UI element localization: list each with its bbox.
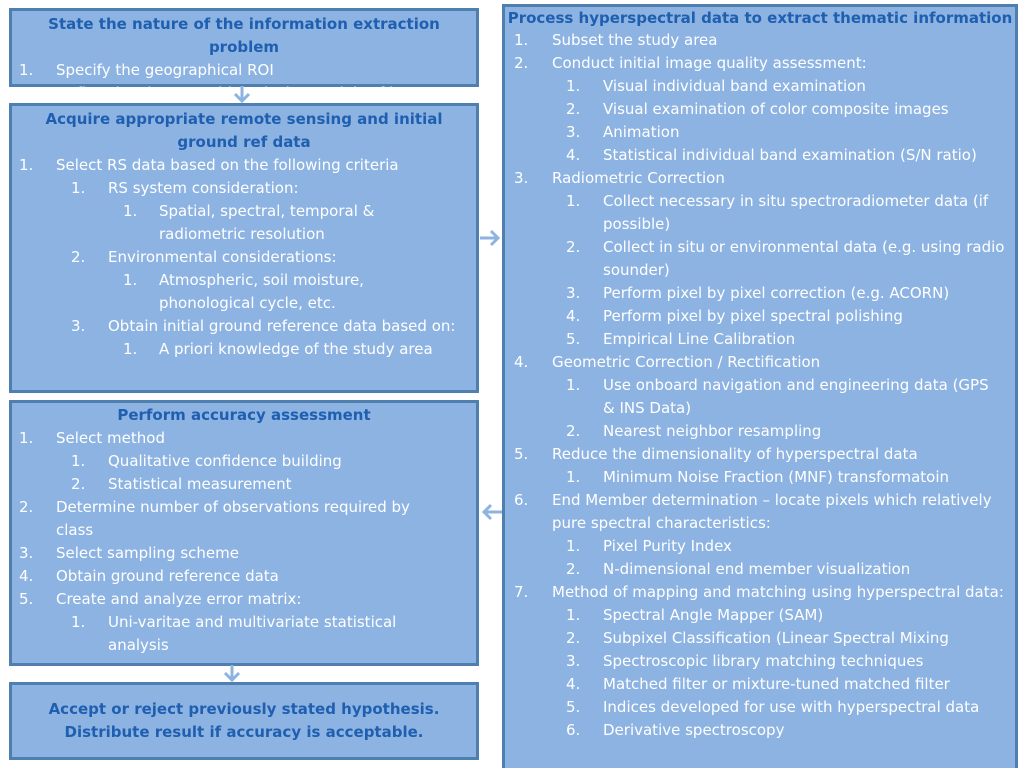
item-text: Obtain ground reference data [56, 567, 279, 585]
list-item [505, 29, 1015, 52]
box-acquire-data [9, 103, 479, 393]
list-item [505, 673, 1015, 696]
list-item [12, 496, 476, 542]
item-text: Collect in situ or environmental data (e.g. using radio sounder) [603, 238, 1005, 279]
item-text: Select RS data based on the following criteria [56, 156, 399, 174]
list-item [505, 627, 1015, 650]
item-number: 1. [19, 156, 34, 174]
item-text: Statistical measurement [108, 475, 292, 493]
item-number: 2. [19, 84, 34, 102]
list-item [12, 246, 476, 269]
list-item [505, 144, 1015, 167]
item-text: Define the classes or biological materials of interest [56, 84, 447, 102]
box-title: Process hyperspectral data to extract thematic information [507, 9, 1013, 27]
item-text: Visual individual band examination [603, 77, 866, 95]
item-number: 2. [566, 422, 581, 440]
item-number: 2. [19, 498, 34, 516]
item-text: Perform pixel by pixel spectral polishing [603, 307, 903, 325]
item-number: 4. [566, 146, 581, 164]
item-number: 3. [71, 317, 86, 335]
list-item [505, 581, 1015, 604]
item-text: A priori knowledge of the study area [159, 340, 433, 358]
item-text: Environmental considerations: [108, 248, 337, 266]
list-item [12, 315, 476, 338]
item-text: Subset the study area [552, 31, 718, 49]
item-number: 4. [566, 675, 581, 693]
list-item [12, 427, 476, 450]
item-number: 1. [123, 271, 138, 289]
item-text: Statistical individual band examination (S/N ratio) [603, 146, 977, 164]
list-item [505, 558, 1015, 581]
arrow-down-icon [222, 665, 242, 683]
list-item [505, 719, 1015, 742]
item-number: 1. [71, 613, 86, 631]
item-number: 1. [566, 468, 581, 486]
item-number: 4. [566, 307, 581, 325]
item-number: 2. [566, 629, 581, 647]
item-text: Minimum Noise Fraction (MNF) transformatoin [603, 468, 950, 486]
item-text: Create and analyze error matrix: [56, 590, 302, 608]
list-item [505, 190, 1015, 236]
item-number: 3. [566, 652, 581, 670]
list-item [12, 588, 476, 611]
list-item [12, 542, 476, 565]
arrow-left-icon [480, 502, 502, 522]
box-state-problem [9, 8, 479, 102]
item-number: 1. [566, 606, 581, 624]
list-item [505, 52, 1015, 75]
list-item [505, 305, 1015, 328]
conclusion-line-2: Distribute result if accuracy is acceptable. [64, 723, 424, 741]
box-accept-reject [9, 682, 479, 760]
item-text: Indices developed for use with hyperspectral data [603, 698, 980, 716]
list-item [12, 611, 476, 657]
list-item [505, 650, 1015, 673]
list-item [505, 466, 1015, 489]
conclusion-line-1: Accept or reject previously stated hypothesis. [48, 700, 440, 718]
list-item [505, 167, 1015, 190]
item-text: Nearest neighbor resampling [603, 422, 822, 440]
list-item [505, 121, 1015, 144]
item-number: 1. [123, 340, 138, 358]
process-steps-list [505, 29, 1015, 742]
item-text: Atmospheric, soil moisture, phonological cycle, etc. [159, 271, 364, 312]
item-number: 4. [514, 353, 529, 371]
item-number: 5. [566, 330, 581, 348]
item-number: 7. [514, 583, 529, 601]
item-number: 1. [514, 31, 529, 49]
item-number: 4. [19, 567, 34, 585]
item-number: 2. [71, 248, 86, 266]
list-item [505, 282, 1015, 305]
list-item [505, 98, 1015, 121]
list-item [12, 59, 476, 82]
list-item [12, 450, 476, 473]
item-number: 1. [71, 179, 86, 197]
list-item [505, 75, 1015, 98]
item-text: Method of mapping and matching using hyperspectral data: [552, 583, 1004, 601]
item-number: 2. [71, 475, 86, 493]
list-item [505, 535, 1015, 558]
box-title: Acquire appropriate remote sensing and initial ground ref data [45, 110, 443, 151]
item-text: End Member determination – locate pixels which relatively pure spectral characteristics: [552, 491, 992, 532]
item-text: Geometric Correction / Rectification [552, 353, 821, 371]
item-text: Visual examination of color composite images [603, 100, 949, 118]
item-number: 1. [566, 376, 581, 394]
item-number: 1. [71, 452, 86, 470]
item-number: 1. [566, 77, 581, 95]
item-text: Determine number of observations required by class [56, 498, 410, 539]
item-text: Pixel Purity Index [603, 537, 732, 555]
item-number: 3. [514, 169, 529, 187]
item-text: N-dimensional end member visualization [603, 560, 911, 578]
list-item [505, 604, 1015, 627]
arrow-down-icon [232, 86, 252, 104]
list-item [12, 473, 476, 496]
item-text: Derivative spectroscopy [603, 721, 785, 739]
item-number: 5. [514, 445, 529, 463]
item-text: Conduct initial image quality assessment: [552, 54, 867, 72]
item-text: Subpixel Classification (Linear Spectral Mixing [603, 629, 949, 647]
item-text: Qualitative confidence building [108, 452, 342, 470]
item-number: 2. [566, 100, 581, 118]
list-item [505, 443, 1015, 466]
item-number: 3. [19, 544, 34, 562]
item-text: Use onboard navigation and engineering data (GPS & INS Data) [603, 376, 989, 417]
item-number: 2. [566, 560, 581, 578]
list-item [12, 177, 476, 200]
item-text: Spectroscopic library matching techniques [603, 652, 924, 670]
list-item [505, 374, 1015, 420]
item-text: Collect necessary in situ spectroradiometer data (if possible) [603, 192, 989, 233]
item-text: Spectral Angle Mapper (SAM) [603, 606, 824, 624]
item-text: Matched filter or mixture-tuned matched filter [603, 675, 950, 693]
item-text: Uni-varitae and multivariate statistical analysis [108, 613, 397, 654]
item-number: 1. [566, 192, 581, 210]
arrow-right-icon [480, 228, 502, 248]
box-process-hyperspectral [502, 4, 1018, 768]
item-text: Spatial, spectral, temporal & radiometric resolution [159, 202, 375, 243]
item-text: Perform pixel by pixel correction (e.g. ACORN) [603, 284, 950, 302]
item-text: Empirical Line Calibration [603, 330, 796, 348]
list-item [505, 236, 1015, 282]
item-number: 3. [566, 123, 581, 141]
item-text: Animation [603, 123, 680, 141]
item-number: 5. [566, 698, 581, 716]
list-item [12, 565, 476, 588]
item-text: RS system consideration: [108, 179, 299, 197]
item-number: 6. [566, 721, 581, 739]
item-number: 2. [566, 238, 581, 256]
item-text: Select method [56, 429, 165, 447]
box-title: State the nature of the information extraction problem [48, 15, 440, 56]
list-item [12, 200, 476, 246]
box-title: Perform accuracy assessment [117, 406, 371, 424]
item-number: 1. [19, 61, 34, 79]
list-item [505, 696, 1015, 719]
list-item [505, 420, 1015, 443]
list-item [505, 328, 1015, 351]
item-text: Reduce the dimensionality of hyperspectral data [552, 445, 918, 463]
item-number: 2. [514, 54, 529, 72]
list-item [505, 351, 1015, 374]
item-number: 1. [19, 429, 34, 447]
item-text: Specify the geographical ROI [56, 61, 274, 79]
box-accuracy-assessment [9, 400, 479, 666]
item-number: 5. [19, 590, 34, 608]
item-text: Select sampling scheme [56, 544, 239, 562]
item-text: Radiometric Correction [552, 169, 725, 187]
list-item [12, 269, 476, 315]
list-item [505, 489, 1015, 535]
list-item [12, 338, 476, 361]
list-item [12, 154, 476, 177]
item-text: Obtain initial ground reference data based on: [108, 317, 456, 335]
item-number: 1. [566, 537, 581, 555]
item-number: 1. [123, 202, 138, 220]
item-number: 3. [566, 284, 581, 302]
item-number: 6. [514, 491, 529, 509]
